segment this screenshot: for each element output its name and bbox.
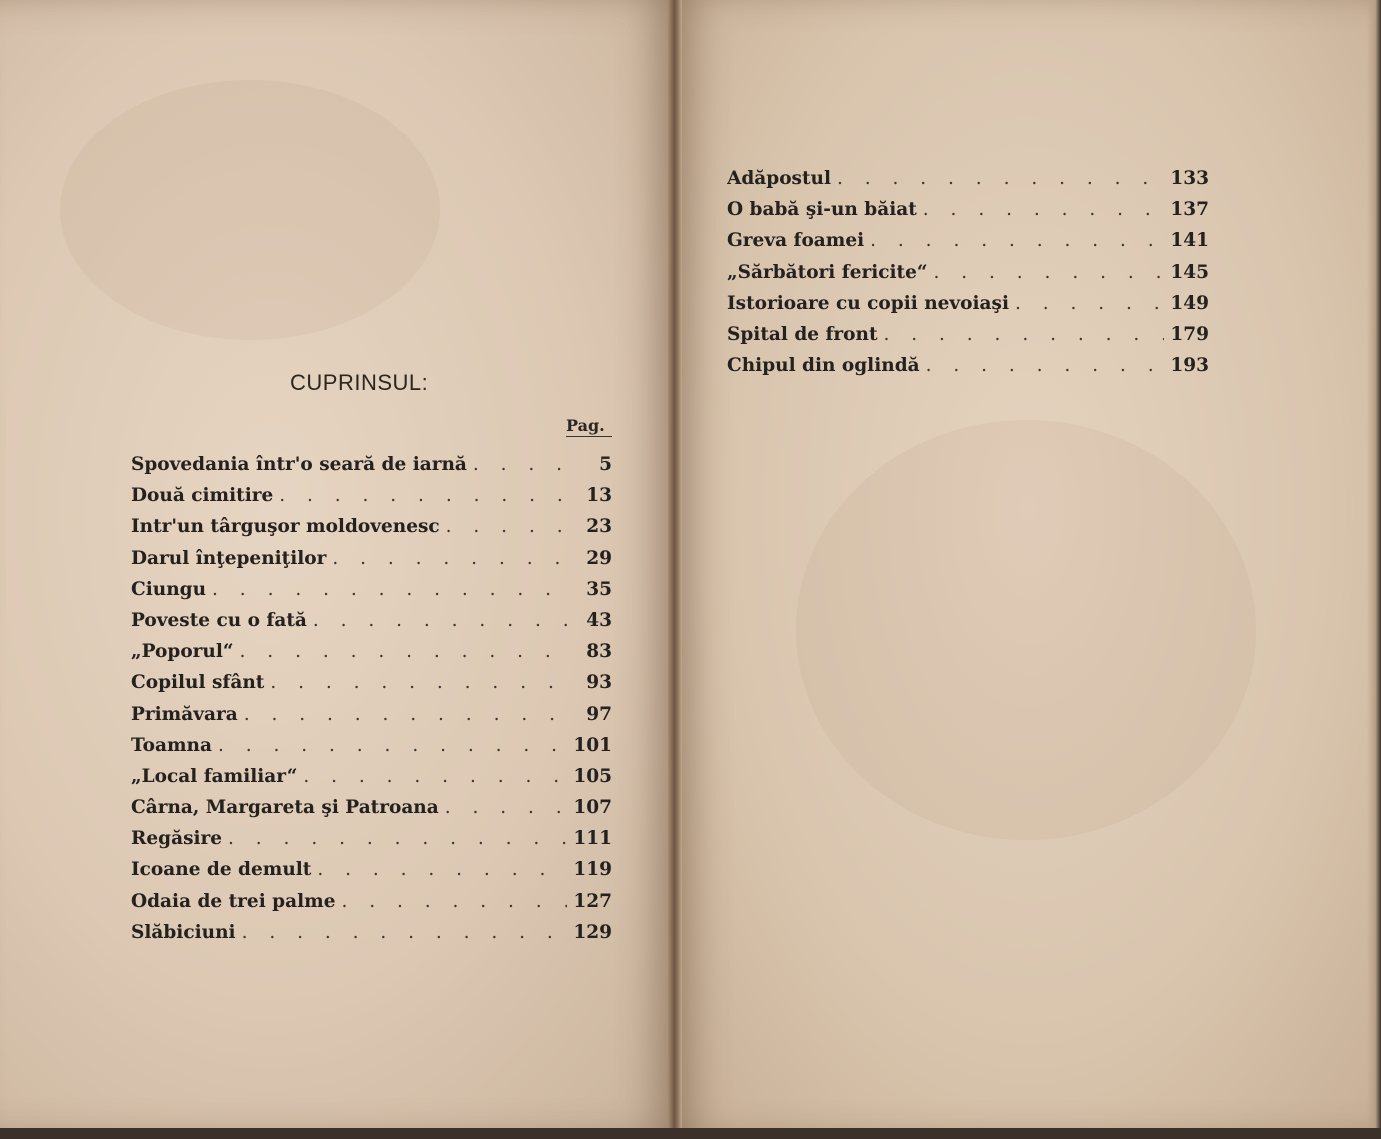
toc-entry xyxy=(131,480,612,511)
toc-entry xyxy=(131,886,612,917)
toc-entry-title: Ciungu xyxy=(131,578,207,600)
toc-entry-title: Spital de front xyxy=(727,323,878,345)
toc-entry xyxy=(131,605,612,636)
toc-entry xyxy=(727,288,1209,319)
toc-entry-page: 179 xyxy=(1170,323,1209,345)
toc-entry-title: Chipul din oglindă xyxy=(727,355,920,377)
leader-dots xyxy=(228,823,567,854)
leader-dots xyxy=(317,854,567,885)
torn-page-edge xyxy=(1367,0,1381,1132)
toc-entry xyxy=(131,730,612,761)
toc-entry-page: 105 xyxy=(573,765,612,787)
book-gutter xyxy=(668,0,682,1132)
leader-dots xyxy=(313,605,572,636)
toc-entry-page: 141 xyxy=(1170,230,1209,252)
toc-entry-title: Două cimitire xyxy=(131,485,274,507)
leader-dots xyxy=(212,574,572,605)
toc-entry-title: Darul înţepeniţilor xyxy=(131,547,327,569)
toc-entry-title: „Poporul“ xyxy=(131,641,234,663)
toc-entry-title: Spovedania într'o seară de iarnă xyxy=(131,454,467,475)
leader-dots xyxy=(279,480,572,511)
leader-dots xyxy=(270,667,572,698)
toc-entry-title: Cârna, Margareta şi Patroana xyxy=(131,797,439,819)
paper-stain xyxy=(60,80,440,340)
toc-list-left xyxy=(131,449,612,948)
toc-entry-page: 149 xyxy=(1170,292,1209,314)
toc-entry xyxy=(131,823,612,854)
toc-list-right xyxy=(727,163,1209,381)
book-bottom-edge xyxy=(0,1128,1381,1139)
toc-entry-title: Slăbiciuni xyxy=(131,921,236,943)
toc-entry-page: 97 xyxy=(586,703,612,725)
toc-entry xyxy=(727,319,1209,350)
toc-entry xyxy=(131,792,612,823)
toc-entry-title: Odaia de trei palme xyxy=(131,890,336,912)
toc-entry xyxy=(727,257,1209,288)
left-page xyxy=(0,0,676,1132)
leader-dots xyxy=(1015,288,1164,319)
toc-entry-page: 111 xyxy=(573,828,612,850)
toc-entry-page: 119 xyxy=(573,859,612,881)
toc-entry xyxy=(131,699,612,730)
toc-entry-page: 93 xyxy=(586,672,612,694)
toc-entry-page: 193 xyxy=(1170,355,1209,377)
toc-entry xyxy=(131,449,612,480)
toc-entry-page: 129 xyxy=(573,921,612,943)
leader-dots xyxy=(923,194,1165,225)
toc-entry-page: 127 xyxy=(573,890,612,912)
toc-entry-title: Poveste cu o fată xyxy=(131,609,307,631)
toc-entry xyxy=(131,574,612,605)
toc-entry-title: „Sărbători fericite“ xyxy=(727,261,928,283)
page-title: CUPRINSUL: xyxy=(290,370,429,395)
paper-stain xyxy=(796,420,1256,840)
toc-entry xyxy=(131,636,612,667)
toc-entry-page: 23 xyxy=(586,516,612,538)
leader-dots xyxy=(244,699,572,730)
leader-dots xyxy=(446,511,572,542)
toc-entry-page: 107 xyxy=(573,797,612,819)
toc-entry-page: 35 xyxy=(586,578,612,600)
toc-entry-page: 13 xyxy=(586,485,612,507)
toc-entry-page: 83 xyxy=(586,641,612,663)
leader-dots xyxy=(837,163,1164,194)
leader-dots xyxy=(934,257,1165,288)
toc-entry-title: O babă şi-un băiat xyxy=(727,199,917,221)
leader-dots xyxy=(870,225,1164,256)
leader-dots xyxy=(473,449,572,480)
leader-dots xyxy=(218,730,567,761)
toc-entry-page: 137 xyxy=(1170,199,1209,221)
toc-entry-title: Adăpostul xyxy=(727,168,831,189)
leader-dots xyxy=(926,350,1165,381)
leader-dots xyxy=(240,636,572,667)
toc-entry-title: Primăvara xyxy=(131,703,238,725)
toc-entry xyxy=(727,350,1209,381)
leader-dots xyxy=(884,319,1165,350)
leader-dots xyxy=(303,761,567,792)
toc-entry-page: 5 xyxy=(599,454,612,475)
toc-entry-title: „Local familiar“ xyxy=(131,765,298,787)
toc-entry xyxy=(131,667,612,698)
toc-entry xyxy=(727,225,1209,256)
toc-entry-title: Intr'un târguşor moldovenesc xyxy=(131,516,440,538)
toc-entry xyxy=(131,511,612,542)
toc-entry xyxy=(727,194,1209,225)
toc-entry-title: Copilul sfânt xyxy=(131,672,265,694)
toc-entry-page: 133 xyxy=(1170,168,1209,189)
toc-entry-page: 29 xyxy=(586,547,612,569)
toc-entry xyxy=(131,761,612,792)
toc-entry-title: Toamna xyxy=(131,734,212,756)
toc-entry-title: Greva foamei xyxy=(727,230,865,252)
toc-entry xyxy=(131,854,612,885)
toc-entry xyxy=(131,917,612,948)
leader-dots xyxy=(242,917,568,948)
toc-entry xyxy=(131,543,612,574)
toc-entry-title: Icoane de demult xyxy=(131,859,312,881)
toc-entry-page: 101 xyxy=(573,734,612,756)
toc-entry-title: Istorioare cu copii nevoiaşi xyxy=(727,292,1009,314)
toc-entry xyxy=(727,163,1209,194)
toc-entry-page: 145 xyxy=(1170,261,1209,283)
toc-entry-page: 43 xyxy=(586,609,612,631)
toc-entry-title: Regăsire xyxy=(131,828,223,850)
page-column-label: Pag. xyxy=(566,416,612,437)
leader-dots xyxy=(341,886,567,917)
leader-dots xyxy=(332,543,572,574)
leader-dots xyxy=(445,792,568,823)
